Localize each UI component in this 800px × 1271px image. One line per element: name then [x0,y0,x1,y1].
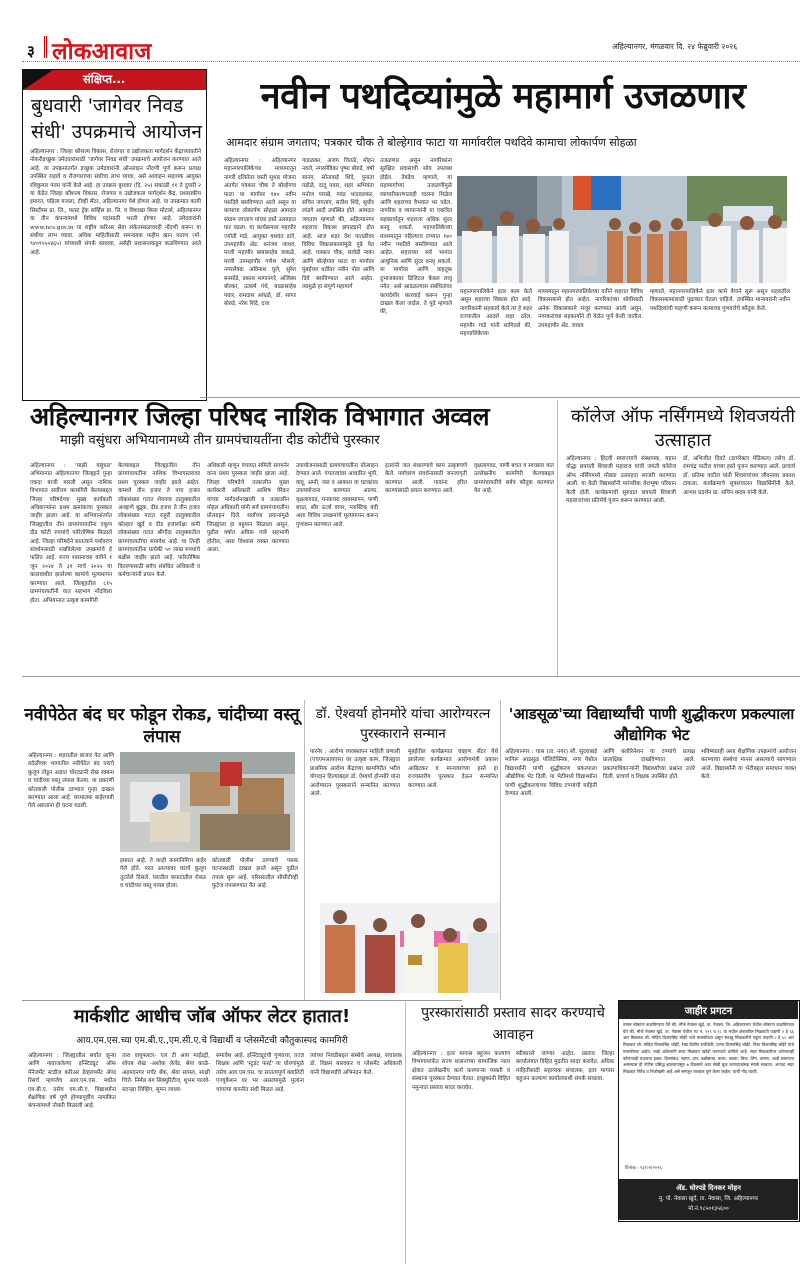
masthead-divider [44,36,47,58]
lead-column-6: म्हणाले, महानगरपालिकेने इतर कामे वेगाने सुरू असून शहरातील विकासकामांसाठी पुढाकार घेतला पाहिजे. उपस्थित मान्यवरांनी नवीन पथदिव्यांची पाहणी करून कामाच्या गुणवत्तेचे कौतुक केले. [650,289,790,312]
job-column-2: तारा वायुफ्लटर- एल टी आय माईंडट्री, शोएब शेख -अशोक लेलँड, श्रेया काळे- अहमदनगर मर्चंट बँक, श्रेया सामल, साक्षी चित्ते- निर्मल बंग सिक्युरिटीज, शुभम पालवे- स्टान्झा लिव्हिंग, सुमन जाधव- [122,1053,210,1093]
award-headline: पुरस्कारांसाठी प्रस्ताव सादर करण्याचे आवाहन [421,1005,605,1043]
page-number: ३ [27,42,35,60]
aadsul-headline: 'आडसूळ'च्या विद्यार्थ्यांची पाणी शुद्धीकरण प्रकल्पाला औद्योगिक भेट [508,705,795,744]
zp-column-4: उपायोजनांसाठी ग्रामपंचायतींना प्रोत्साहन देण्यात आले. पंचतत्त्वांवर आधारित भूमी, वायू, अग्नी, जल व आकाश या घटकांवर उपाययोजना करण्यात आल्या. वृक्षलागवड, घनकचरा व्यवस्थापन, पाणी बचत, सौर ऊर्जा वापर, प्लास्टिक बंदी अशा विविध उपक्रमांचे मूल्यमापन करून गुणांकन करण्यात आले. [296,463,378,528]
lead-subheadline: आमदार संग्राम जगताप; पत्रकार चौक ते बोल्हेगाव फाटा या मार्गावरील पथदिवे कामाचा लोकार्पण सोहळा [226,136,637,149]
zp-headline: अहिल्यानगर जिल्हा परिषद नाशिक विभागात अव्वल [30,402,490,431]
column-divider [500,700,501,1000]
column-divider [405,1002,406,1264]
nursing-column-1: अहिल्यानगर : हिंदवी स्वराज्याचे संस्थापक, महान योद्धा छत्रपती शिवाजी महाराज यांची जयंती कॉलेज ऑफ नर्सिंगमध्ये मोठ्या उत्साहात साजरी करण्यात आली. या वेळी विद्यार्थ्यांनी पारंपरिक वेशभूषा परिधान केली होती. कार्यक्रमाची सुरुवात छत्रपती शिवाजी महाराजांच्या प्रतिमेचे पूजन करून करण्यात आली. [566,456,676,505]
notice-title: जाहीर प्रगटन [684,1006,733,1017]
signatory-address: मु. पो. नेवासा खुर्द, ता. नेवासा, जि. अहिल्यानगर [658,1196,759,1202]
theft-column-1: अहिल्यानगर : शहरातील बाजार पेठ आणि वर्दळीच्या भागातील नवीपेठेत बंद घराचे कुलूप तोडून अज्ञात चोरट्यांनी रोख रक्कम व चांदीच्या वस्तू लंपास केल्या. या प्रकरणी कोतवाली पोलीस ठाण्यात गुन्हा दाखल करण्यात आला आहे. घरमालक बाहेरगावी गेले असताना ही घटना घडली. [28,753,114,810]
zp-column-5: इतरांनी जल संधारणाचे काम उत्कृष्टपणे केले. पर्यावरण संवर्धनासाठी जनजागृती करण्यात आली. गावांना हरित करण्यासाठी प्रयत्न करण्यात आले. [385,463,467,495]
notice-signature-block [619,1179,798,1220]
award-photo-illustration [320,903,500,993]
section-rule [22,1000,462,1001]
streetlight-inauguration-photo [457,176,787,283]
masthead [0,0,800,65]
signatory-phone: मो.नं.९८५०१३५६०० [688,1206,729,1212]
theft-headline: नवीपेठेत बंद घर फोडून रोकड, चांदीच्या वस्तू लंपास [24,705,300,747]
job-column-1: अहिल्यानगर : जिल्ह्यातील सर्वात जुन्या आणि नावाजलेल्या इन्स्टिट्यूट ऑफ मॅनेजमेंट स्टडीज करिअर डेव्हलपमेंट ॲण्ड रिसर्च म्हणजेच आय.एम.एस. मधील एम.बी.ए. तसेच एम.सी.ए. विद्यार्थ्यांना शैक्षणिक वर्ष पूर्ण होण्यापूर्वीच नामांकित कंपन्यांमध्ये नोकरी मिळाली आहे. [28,1053,116,1110]
section-rule [200,397,800,398]
notice-body: तमाम लोकांना कळविण्यात येते की, मौजे नेवासा खुर्द, ता. नेवासा, जि. अहिल्यानगर येथील लोकांना कळविण्यात येते की, मौजे नेवासा खुर्द, ता. नेवासा येथील गट नं. २९९ व २८ या मधील क्षेत्रावरील मिळकती पाहणी ० हे ६६ आर मिळकत श्री. मोहित विजयसिंह भोईटे यांचे मालकीच्या असून सदरहू मिळकतीचे एकूण पाहणी ० हे ५५ आर मिळकत श्री. मोहित विजयसिंह भोईटे, रेखा दिलीप राजेशिर्के, प्रणव विजयसिंह भोईटे, निशा विजयसिंह भोईटे यांचे मालकीच्या आहेत. माझे अशिलांनी सदर मिळकत खरेदी करण्याचे ठरविले आहे. सदर मिळकतीवर कोणाचाही कोणत्याही प्रकारचा हक्क, हितसंबंध, गहाण, दान, बक्षीसपत्र, करार, कब्जा, लिज, लिन, वारसा, आदी स्वरूपात असल्यास ही नोटीस प्रसिद्ध झाल्यापासून ७ दिवसांचे आत लेखी मूळ कागदपत्रांसह संपर्क साधावा. अन्यथा सदर मिळकत निर्वेध व निजोखमी आहे असे समजून व्यवहार पूर्ण केला जाईल, याची नोंद घ्यावी. [623,1022,794,1074]
column-divider [304,700,305,1000]
signatory-name: ॲड. घोरपडे दिनकर मोहन [676,1184,741,1192]
newspaper-logo: लोकआवाज [52,39,152,65]
doctor-column-1: पारनेर : आरोग्य व्यवस्थापन माहिती प्रणाली (एचएमआयएस) वर उत्कृष्ट काम, जिल्ह्यात प्राथमिक आरोग्य केंद्राच्या कामगिरीत भरीव योगदान दिल्याबद्दल डॉ. ऐश्वर्या होनमोरे यांना आरोग्यरत्न पुरस्काराने सन्मानित करण्यात आले. [310,749,400,798]
lead-column-3: उजळणार असून नागरिकांना सुरक्षित प्रवासाची सोय उपलब्ध होईल. तेवढेच म्हणाले, या महामार्गांच्या उजळणीमुळे व्यापारीकरणालाही चालना मिळेल आणि शहराच्या वैभवात भर पडेल. नागरिक व व्यापाऱ्यांनी या एकत्रित सहकार्यातून शहराला अधिक सुंदर बनवू शकतो. महापालिकेच्या माध्यमातून पहिल्याच टप्प्यात १४० नवीन पथदिवे बसविण्यात आले आहेत. शहराच्या सर्व भागांत आधुनिक आणि सुंदर वनवृ शकतो. या मार्गावर आणि वाहतूक दुभाजकावर डिजिटल केबल लावू नयेत, असे आढळल्यास संबंधितांवर कायदेशीर कारवाई करून गुन्हा दाखल केला जाईल. ते पुढे म्हणाले की, [380,158,452,316]
aadsul-column-3: भविष्यातही अशा शैक्षणिक उपक्रमांचे आयोजन करण्याचा संस्थेचा मानस असल्याचे सांगण्यात आले. विद्यार्थ्यांनी या भेटीबद्दल समाधान व्यक्त केले. [701,749,796,781]
brief-tag-label: संक्षिप्त... [83,72,126,86]
nursing-column-2: डॉ. अभिजीत दिवटे (डायरेक्टर मेडिकल) तसेच डॉ. रामचंद्र पाटील यांच्या हस्ते पूजन करण्यात आले. प्राचार्य डॉ. प्रतिमा पाटील यांनी शिवरायांच्या जीवनावर प्रकाश टाकला. कार्यक्रमाचे सूत्रसंचालन विद्यार्थिनींनी केले. आभार प्रदर्शन प्रा. सचिन कदम यांनी केले. [683,456,795,496]
inauguration-photo-illustration [457,176,787,283]
job-subheadline: आय.एम.एस.च्या एम.बी.ए.,एम.सी.ए.चे विद्यार्थी व प्लेसमेंटची कौतुकास्पद कामगिरी [76,1036,348,1046]
job-column-4: त्यांच्या निवडीबद्दल संस्थेचे अध्यक्ष, संचालक डॉ. विक्रम बारवकर व प्लेसमेंट अधिकारी यांनी विद्यार्थ्यांचे अभिनंदन केले. [310,1053,402,1076]
dateline: अहिल्यानगर, मंगळवार दि. २४ फेब्रुवारी २०२६ [612,42,738,51]
public-notice-box [618,1000,800,1222]
brief-news-box [22,69,207,401]
doctor-headline: डॉ. ऐश्वर्या होनमोरे यांचा आरोग्यरत्न पुरस्काराने सन्मान [315,706,491,742]
award-ceremony-photo [320,903,500,993]
lead-headline: नवीन पथदिव्यांमुळे महामार्ग उजळणार [260,76,746,117]
theft-column-2: इमारत आहे. ते काही कामानिमित्त बाहेर गेले होते. परत आल्यावर घराचे कुलूप तुटलेले दिसले. घरातील कपाटातील रोकड व चांदीच्या वस्तू गायब होत्या. [120,858,206,890]
brief-section-tag [23,70,206,90]
zp-column-1: अहिल्यानगर : 'माझी वसुंधरा' अभियानात अहिल्यानगर जिल्ह्याने पुन्हा एकदा बाजी मारली असून नाशिक विभागात सर्वोत्तम कामगिरी केल्याबद्दल जिल्हा परिषदेच्या मुख्य कार्यकारी अधिकाऱ्यांना प्रथम क्रमांकाचा पुरस्कार जाहीर झाला आहे. या अभियानांतर्गत जिल्ह्यातील तीन ग्रामपंचायतींना एकूण दीड कोटी रुपयांचे पारितोषिक मिळाले आहे. जिल्हा परिषदेने सातत्याने पर्यावरण संवर्धनासाठी राबविलेल्या उपक्रमांचे हे फलित आहे. राज्य शासनाच्या वतीने १ जून २०२४ ते ३१ मार्च २०२५ या कालावधीत झालेल्या कामांचे मूल्यमापन करण्यात आले. जिल्ह्यातील ८१५ ग्रामपंचायतींनी यात सहभाग नोंदविला होता. अभियानात उत्कृष्ट कामगिरी [30,463,112,604]
brief-headline: बुधवारी 'जागेवर निवड संधी' उपक्रमाचे आयोजन [31,95,202,143]
notice-title-bar [619,1001,798,1019]
zp-column-2: केल्याबद्दल जिल्ह्यातील तीन ग्रामपंचायतींना नाशिक विभागस्तरावर प्रथम पुरस्कार जाहीर झाले आहेत. यामध्ये तीन हजार ते पाच हजार लोकसंख्या गटात शेवगाव तालुक्यातील आव्हाणे बुद्रुक, दीड हजार ते तीन हजार लोकसंख्या गटात राहुरी तालुक्यातील कोल्हार खुर्द व दीड हजारपेक्षा कमी लोकसंख्या गटात श्रीगोंदा तालुक्यातील ग्रामपंचायतीचा समावेश आहे. या तिन्ही ग्रामपंचायतींना प्रत्येकी ५० लाख रुपयांचे बक्षीस जाहीर झाले आहे. पारितोषिक वितरणासाठी सर्वच संबंधित अधिकारी व कर्मचाऱ्यांनी प्रयत्न केले. [118,463,200,579]
award-column-2: स्वीकारले जाणार आहेत. प्रस्ताव जिल्हा कार्यालयात विहित मुदतीत सादर करावेत. अधिक माहितीसाठी सहाय्यक संचालक, इतर मागास बहुजन कल्याण कार्यालयाशी संपर्क साधावा. [516,1051,614,1083]
aadsul-column-2: आणि क्लोरिनेशन या टप्प्यांचे प्रत्यक्ष प्रात्यक्षिक दाखविण्यात आले. प्रकल्पाधिकाऱ्यांनी विद्यार्थ्यांच्या प्रश्नांना उत्तरे दिली. प्राचार्य व शिक्षक उपस्थित होते. [603,749,695,781]
zp-subheadline: माझी वसुंधरा अभियानामध्ये तीन ग्रामपंचायतींना दीड कोटींचे पुरस्कार [60,433,380,448]
job-headline: मार्कशीट आधीच जॉब ऑफर लेटर हातात! [73,1006,351,1027]
notice-date: दिनांक : २३/०२/२०२६ [625,1166,662,1171]
section-rule [557,676,800,677]
job-column-3: समावेश आहे. इन्स्टिट्यूटची गुणवत्ता, तज्ज्ञ शिक्षक आणि 'स्टुडंट फर्स्ट' या धोरणांमुळे तसेच आय.एम.एस. चा सातत्यपूर्ण क्वालिटी एज्युकेशन वर भर असल्यामुळे मुलांना चांगल्या कंपनीत संधी मिळत आहे. [216,1053,304,1093]
zp-column-6: वृक्षलागवड, पाणी बचत व स्वच्छता यात उल्लेखनीय कामगिरी केल्याबद्दल ग्रामपंचायतींचे सर्वत्र कौतुक करण्यात येत आहे. [474,463,554,495]
brief-body: अहिल्यानगर : जिल्हा कौशल्य विकास, रोजगार व उद्योजकता मार्गदर्शन केंद्राच्यावतीने नोकरीइच्छुक उमेदवारांसाठी 'जागेवर निवड संधी' उपक्रमाचे आयोजन करण्यात आले आहे. या उपक्रमांतर्गत इच्छुक उमेदवारांनी ऑनलाइन नोंदणी पूर्ण करून प्रत्यक्ष उपस्थित राहावे व रोजगाराच्या संधीचा लाभ घ्यावा, असे आवाहन सहायक आयुक्त रविकुमार पंतम यांनी केले आहे. हा उपक्रम बुधवार (दि. २५) सकाळी ११ ते दुपारी २ या वेळेत जिल्हा कौशल्य विकास, रोजगार व उद्योजकता मार्गदर्शन केंद्र, प्रशासकीय इमारत, पहिला मजला, टीव्ही सेंटर, अहिल्यानगर येथे होणार आहे. या उपक्रमात कामी सिस्टीम्स प्रा. लि., फास्ट ट्रॅक सर्व्हिस प्रा. लि. व विशाखा किया मोटार्स, अहिल्यानगर या तीन कंपन्यांमध्ये विविध पदांसाठी भरती होणार आहे. उमेदवारांनी www.ncs.gov.in या राष्ट्रीय करिअर सेवा संकेतस्थळावरही नोंदणी करून या संधीचा लाभ घ्यावा. अधिक माहितीसाठी समन्वयक फहीम खान पठाण (मो. ९४०९५५५४६५) यांच्याशी संपर्क साधावा, असेही प्रशासनाकडून कळविण्यात आले आहे. [30,149,201,256]
zp-column-3: अधिकारी म्हणून पंचायत समिती संगमनेर यांना प्रथम पुरस्कार जाहीर झाला आहे. जिल्हा परिषदेचे तत्कालीन मुख्य कार्यकारी अधिकारी आशिष येरेकर यांच्या मार्गदर्शनाखाली व तत्कालीन मोहल अधिकारी यांनी सर्व ग्रामपंचायतींना प्रोत्साहन दिले. सर्वांच्या प्रयत्नांमुळे जिल्ह्याला हा बहुमान मिळाला असून, पुढील वर्षात अधिक गावे सहभागी होतील, असा विश्वास व्यक्त करण्यात आला. [207,463,289,554]
nursing-headline: कॉलेज ऑफ नर्सिंगमध्ये शिवजयंती उत्साहात [570,406,796,451]
masthead-rule [22,61,800,62]
column-divider [557,400,558,676]
theft-column-3: कोतवाली पोलीस ठाण्याचे पथक घटनास्थळी दाखल झाले असून पुढील तपास सुरू आहे. परिसरातील सीसीटीव्ही फुटेज तपासण्यात येत आहे. [212,858,298,890]
theft-photo-illustration [120,752,295,852]
lead-column-1: अहिल्यानगर : अहिल्यानगर महानगरपालिकेच्या माध्यमातून नागरी दलितेतर वस्ती सुधार योजना अंतर्गत पत्रकार चौक ते बोल्हेगाव फाटा या मार्गावर १४० नवीन पथदिवे बसविण्यात आले असून या कामाचा लोकार्पण सोहळा आमदार संग्राम जगताप यांच्या हस्ते उत्साहात पार पडला. या कार्यक्रमास महापौर ज्योती गाडे, आयुक्त यशवंत डांगे, उपमहापौर ॲड. धनंजय जाधव, माजी महापौर बाबासाहेब वाकळे, माजी उपमहापौर गणेश भोसले, नगरसेवक अविनाश घुले, सुरेश बनसोडे, प्रकाश भागानगरे, अजिंक्य बोरकर, उत्कर्ष गंधे, बाळासाहेब पवार, रामदास आंधळे, डॉ. सागर बोरुडे, नरेश शिंदे, दत्ता [224,158,296,307]
lead-column-5: माध्यमातून महानगरपालिकेच्या वतीने शहरात विविध विकासकामे होत आहेत. नागरिकांच्या सोयीसाठी अनेक विकासकामे मंजूर करण्यात आली असून, नगरकरांच्या सहकार्याने ती वेळेत पूर्ण केली जातील. उपमहापौर ॲड. जाधव [538,289,643,329]
doctor-column-2: मुंबईतील कार्यक्रमात चव्हाण सेंटर येथे झालेल्या कार्यक्रमात आरोग्यमंत्री प्रकाश आबिटकर व मान्यवरांच्या हस्ते हा राज्यस्तरीय पुरस्कार देऊन सन्मानित करण्यात आले. [408,749,498,789]
lead-column-4: महानगरपालिकेने इतर काम केले असून शहराचा विकास होत आहे. नागरिकांनी सहकार्य केले तर हे शहर राज्यातील आदर्श शहर ठरेल. महापौर गाडे यांनी सांगितले की, महापालिकेच्या [460,289,532,338]
award-column-1: अहिल्यानगर : इतर मागास बहुजन कल्याण विभागामार्फत राज्य शासनाच्या सामाजिक न्याय क्षेत्रात उल्लेखनीय कार्य करणाऱ्या व्यक्ती व संस्थांना पुरस्कार देण्यात येतात. इच्छुकांनी विहित नमुन्यात प्रस्ताव सादर करावेत. [412,1051,510,1091]
section-rule [22,676,557,677]
lead-column-2: गाडळकर, अजय चितळे, मोहन नवले, नगरसेविका पुष्पा बोरुडे, वर्षा सानप, सोनाबाई शिंदे, पुनाता पडोळे, दादू पवार, शहर अभियंता मनोज पारखे, गवंड भांडवलकर, सचिन जगताप, सतीश शिंदे, सुधीर लांडगे आदी उपस्थित होते. आमदार जगताप म्हणाले की, अहिल्यानगर शहराचा विकास झपाट्याने होत आहे. आज शहर देश पातळीवर विविध विकासकामांमुळे पुढे येत आहे. पत्रकार चौक, सावेडी नाका आणि बोल्हेगाव फाटा या मार्गावर मुंबईच्या धर्तीवर नवीन पोल आणि दिवे बसविण्यात आले आहेत. त्यामुळे हा संपूर्ण महामार्ग [302,158,374,291]
theft-scene-photo [120,752,295,852]
aadsul-column-1: अहिल्यानगर : चास (ता. नगर) सौ. सुंदराबाई मागिरू आडसूळ पॉलिटेक्निक, नगर येथील विद्यार्थ्यांनी पाणी शुद्धीकरण प्रकल्पाला औद्योगिक भेट दिली. या भेटीमध्ये विद्यार्थ्यांना पाणी शुद्धीकरणाच्या विविध टप्प्यांची माहिती देण्यात आली. [505,749,597,798]
